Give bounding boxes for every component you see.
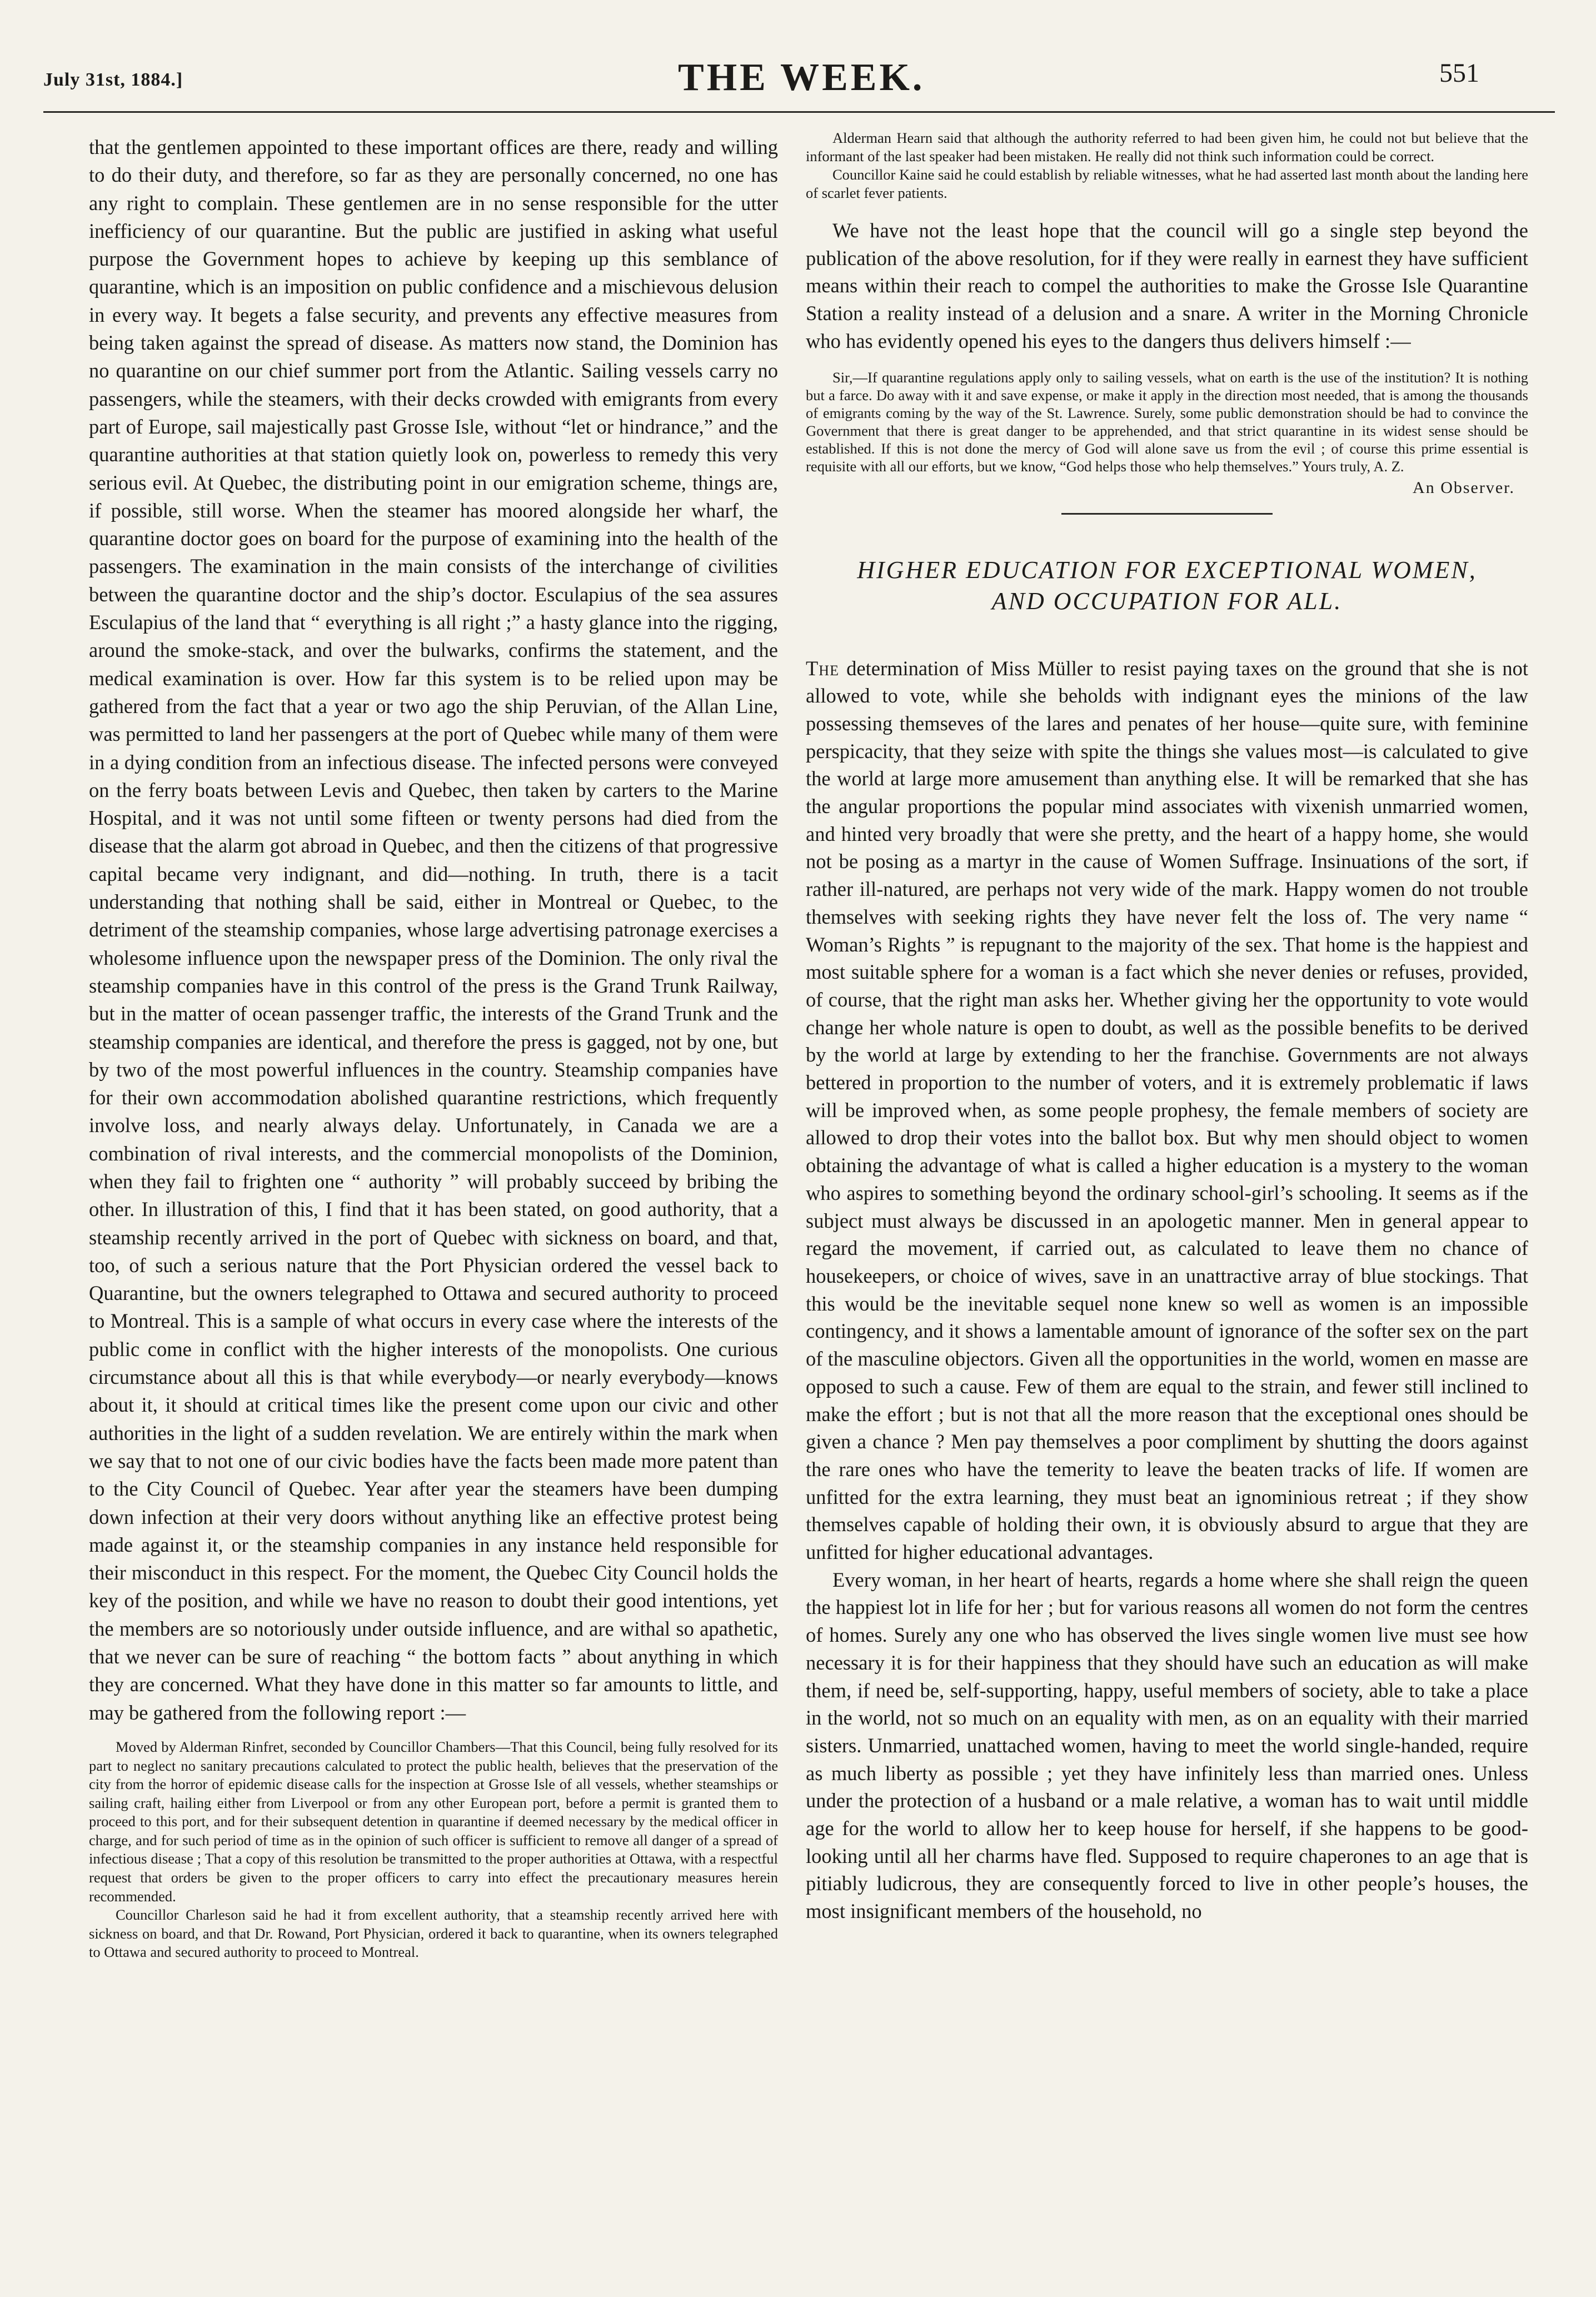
report-charleson: Councillor Charleson said he had it from excellent authority, that a steamship recently arrived here with sickness on board, and that Dr. Rowand, Port Physician, ordered it back to quarantine, when its owners telegraphed to Ottawa and secured authority to proceed to Montreal. [89,1906,778,1961]
council-report [89,1738,778,1962]
left-column [89,133,778,1962]
article-lead-word: The [806,656,839,680]
quarantine-paragraph: that the gentlemen appointed to these important offices are there, ready and willing to do their duty, and therefore, so far as they are personally concerned, no one has any right to complain. These gentlemen are in no sense responsible for the utter inefficiency of our quarantine. But the public are justified in asking what useful purpose the Government hopes to achieve by keeping up this semblance of quarantine, which is an imposition on public confidence and a mischievous delusion in every way. It begets a false security, and prevents any effective measures from being taken against the spread of disease. As matters now stand, the Dominion has no quarantine on our chief summer port from the Atlantic. Sailing vessels carry no passengers, while the steamers, with their decks crowded with emigrants from every part of Europe, sail majestically past Grosse Isle, without “let or hindrance,” and the quarantine authorities at that station quietly look on, powerless to remedy this very serious evil. At Quebec, the distributing point in our emigration scheme, things are, if possible, still worse. When the steamer has moored alongside her wharf, the quarantine doctor goes on board for the purpose of examining into the health of the passengers. The examination in the main consists of the interchange of civilities between the quarantine doctor and the ship’s doctor. Esculapius of the sea assures Esculapius of the land that “ everything is all right ;” a hasty glance into the rigging, around the smoke-stack, and over the bulwarks, confirms the statement, and the medical examination is over. How far this system is to be relied upon may be gathered from the fact that a year or two ago the ship Peruvian, of the Allan Line, was permitted to land her passengers at the port of Quebec while many of them were in a dying condition from an infectious disease. The infected persons were conveyed on the ferry boats between Levis and Quebec, then taken by carters to the Marine Hospital, and it was not until some fifteen or twenty persons had died from the disease that the alarm got abroad in Quebec, and then the citizens of that progressive capital became very indignant, and did—nothing. In truth, there is a tacit understanding that nothing shall be said, either in Montreal or Quebec, to the detriment of the steamship companies, whose large advertising patronage exercises a wholesome influence upon the newspaper press of the Dominion. The only rival the steamship companies have in this control of the press is the Grand Trunk Railway, but in the matter of ocean passenger traffic, the interests of the Grand Trunk and the steamship companies are identical, and therefore the press is gagged, not by one, but by two of the most powerful influences in the country. Steamship companies have for their own accommodation abolished quarantine restrictions, which frequently involve loss, and nearly always delay. Unfortunately, in Canada we are a combination of rival interests, and the commercial monopolists of the Dominion, when they fail to frighten one “ authority ” will probably succeed by bribing the other. In illustration of this, I find that it has been stated, on good authority, that a steamship recently arrived in the port of Quebec with sickness on board, and that, too, of such a serious nature that the Port Physician ordered the vessel back to Quarantine, but the owners telegraphed to Ottawa and secured authority to proceed to Montreal. This is a sample of what occurs in every case where the interests of the public come in conflict with the higher interests of the monopolists. One curious circumstance about all this is that while everybody—or nearly everybody—knows about it, it should at critical times like the present come upon our civic and other authorities in the light of a sudden revelation. We are entirely within the mark when we say that to not one of our civic bodies have the facts been made more patent than to the City Council of Quebec. Year after year the steamers have been dumping down infection at their very doors without anything like an effective protest being made against it, or the steamship companies in any instance held responsible for their misconduct in this respect. For the moment, the Quebec City Council holds the key of the position, and while we have no reason to doubt their good intentions, yet the members are so notoriously under outside influence, and are withal so apathetic, that we never can be sure of reaching “ the bottom facts ” about anything in which they are concerned. What they have done in this matter so far amounts to little, and may be gathered from the following report :— [89,136,778,1724]
letter-signature: An Observer. [1413,478,1515,497]
right-column [806,129,1528,1925]
masthead-title: THE WEEK. [678,56,925,99]
education-article [806,655,1528,1925]
quarantine-article [89,133,778,1727]
article-heading-line-1: HIGHER EDUCATION FOR EXCEPTIONAL WOMEN, [857,556,1477,584]
article-paragraph-1 [806,655,1528,1566]
section-separator [1061,513,1273,515]
article-heading-line-2: AND OCCUPATION FOR ALL. [991,587,1343,615]
report-kaine: Councillor Kaine said he could establish by reliable witnesses, what he had asserted last month about the landing here of scarlet fever patients. [806,166,1528,201]
issue-date: July 31st, 1884.] [43,69,183,90]
article-paragraph-1-text: determination of Miss Müller to resist paying taxes on the ground that she is not allowed to vote, while she beholds with indignant eyes the minions of the law possessing themseves of the lares and penates of her house—quite sure, with feminine perspicacity, that they seize with spite the things she values most—is calculated to give the world at large more amusement than anything else. It will be remarked that she has the angular proportions the popular mind associates with vixenish unmarried women, and hinted very broadly that were she pretty, and the heart of a happy home, she would not be posing as a martyr in the cause of Women Suffrage. Insinuations of the sort, if rather ill-natured, are perhaps not very wide of the mark. Happy women do not trouble themselves with seeking rights they have never felt the loss of. The very name “ Woman’s Rights ” is repugnant to the majority of the sex. That home is the happiest and most suitable sphere for a woman is a fact which she never denies or refuses, provided, of course, that the right man asks her. Whether giving her the opportunity to vote would change her whole nature is open to doubt, as well as the possible benefits to be derived by the world at large by extending to her the franchise. Governments are not always bettered in proportion to the number of voters, and it is extremely problematic if laws will be improved when, as some people prophesy, the female members of society are allowed to drop their votes into the ballot box. But why men should object to women obtaining the advantage of what is called a higher education is a mystery to the woman who aspires to something beyond the ordinary school-girl’s schooling. It seems as if the subject must always be discussed in an apologetic manner. Men in general appear to regard the movement, if carried out, as calculated to leave them no chance of housekeepers, or choice of wives, save in an unattractive array of blue stockings. That this would be the inevitable sequel none knew so well as women is an impossible contingency, and it shows a lamentable amount of ignorance of the softer sex on the part of the masculine objectors. Given all the opportunities in the world, women en masse are opposed to such a cause. Few of them are equal to the strain, and fewer still inclined to make the effort ; but is not that all the more reason that the exceptional ones should be given a chance ? Men pay themselves a poor compliment by shutting the doors against the rare ones who have the temerity to leave the beaten tracks of life. If women are unfitted for the extra learning, they must beat an ignominious retreat ; if they show themselves capable of holding their own, it is obviously absurd to argue that they are unfitted for higher educational advantages. [806,656,1528,1564]
editorial-comment [806,217,1528,355]
header-rule [43,111,1555,113]
report-motion: Moved by Alderman Rinfret, seconded by Councillor Chambers—That this Council, being fully resolved for its part to neglect no sanitary precautions calculated to protect the public health, believes that the preservation of the city from the horror of epidemic disease calls for the inspection at Grosse Isle of all vessels, whether steamships or sailing craft, hailing either from Liverpool or from any other European port, before a permit is granted them to proceed to this port, and for their subsequent detention in quarantine if deemed necessary by the medical officer in charge, and for such period of time as in the opinion of such officer is sufficient to remove all danger of a spread of infectious disease ; That a copy of this resolution be transmitted to the proper authorities at Ottawa, with a respectful request that orders be given to the proper officers to carry into effect the precautionary measures herein recommended. [89,1738,778,1905]
article-heading [806,555,1528,617]
article-paragraph-2: Every woman, in her heart of hearts, regards a home where she shall reign the queen the happiest lot in life for her ; but for various reasons all women do not form the centres of homes. Surely any one who has observed the lives single women live must see how necessary it is for their happiness that they should have such an education as will make them, if need be, self-supporting, happy, useful members of society, able to take a place in the world, not so much on an equality with men, as on an equality with their married sisters. Unmarried, unattached women, having to meet the world single-handed, require as much liberty as possible ; yet they have infinitely less than married ones. Unless under the protection of a husband or a male relative, a woman has to wait until middle age for the world to allow her to keep house for herself, if she happens to be good-looking until all her charms have fled. Supposed to require chaperones to an age that is pitiably ludicrous, they are consequently forced to live in other people’s houses, the most insignificant members of the household, no [806,1568,1528,1923]
editorial-paragraph: We have not the least hope that the council will go a single step beyond the publication of the above resolution, for if they were really in earnest they have sufficient means within their reach to compel the authorities to make the Grosse Isle Quarantine Station a reality instead of a delusion and a snare. A writer in the Morning Chronicle who has evidently opened his eyes to the dangers thus delivers himself :— [806,219,1528,352]
page-number: 551 [1439,58,1479,88]
letter-text: Sir,—If quarantine regulations apply only to sailing vessels, what on earth is the use of the institution? It is nothing but a farce. Do away with it and save expense, or make it apply in the direction most needed, that is among the thousands of emigrants coming by the way of the St. Lawrence. Surely, some public demonstration should be had to convince the Government that there is great danger to be apprehended, and that strict quarantine in its widest sense should be established. If this is not done the mercy of God will alone save us from the evil ; of course this prime essential is requisite with all our efforts, but we know, “God helps those who help themselves.” Yours truly, A. Z. [806,368,1528,475]
council-report-continued [806,129,1528,202]
quoted-letter [806,368,1528,475]
report-hearn: Alderman Hearn said that although the authority referred to had been given him, he could not but believe that the informant of the last speaker had been mistaken. He really did not think such information could be correct. [806,129,1528,165]
